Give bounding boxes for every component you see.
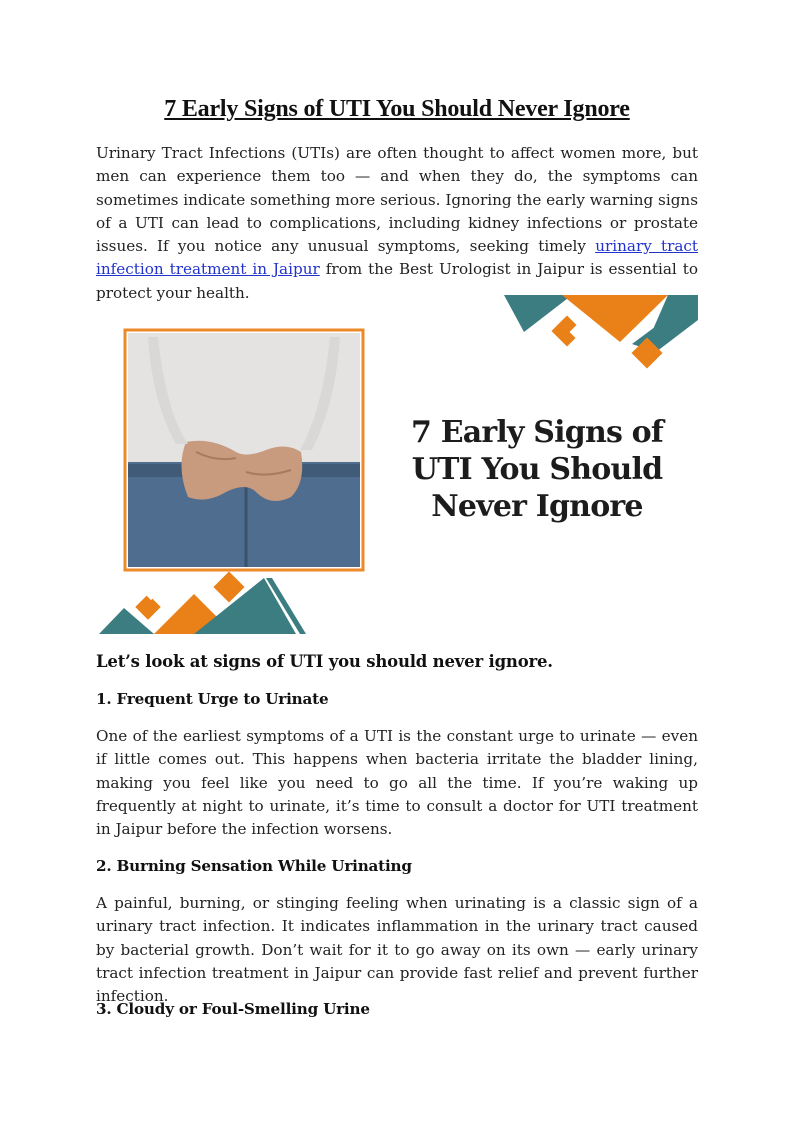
section-1-text: One of the earliest symptoms of a UTI is the constant urge to urinate — even if little comes out. This happens when bacteria irritate the bladder lining, making you feel like you need to go all the time. If you’re waking up frequently at night to urinate, it’s time to consult a doctor for UTI treatment in Jaipur before the infection worsens. (96, 727, 698, 839)
teal-mountain-bottom (194, 578, 296, 634)
intro-paragraph (96, 142, 698, 305)
banner-title: 7 Early Signs of UTI You Should Never Ignore (411, 415, 663, 524)
section-2-text: A painful, burning, or stinging feeling when urinating is a classic sign of a urinary tract infection. It indicates inflammation in the urinary tract caused by bacterial growth. Don’t wait for it to go away on its own — early urinary tract infection treatment in Jaipur can provide fast relief and prevent further infection. (96, 894, 698, 1006)
man-photo-illustration (128, 333, 360, 567)
section-2-heading: 2. Burning Sensation While Urinating (96, 857, 412, 875)
intro-text-after-link: from the Best Urologist in Jaipur is essential to protect your health. (96, 260, 698, 302)
signs-lead-heading: Let’s look at signs of UTI you should never ignore. (96, 652, 553, 671)
section-1-heading: 1. Frequent Urge to Urinate (96, 690, 329, 708)
orange-square-bottom-small (135, 594, 160, 619)
intro-text-before-link: Urinary Tract Infections (UTIs) are often thought to affect women more, but men can experience them too — and when they do, the symptoms can sometimes indicate something more serious. Ignoring the early warning signs of a UTI can lead to complications, including kidney infections or prostate issues. If you notice any unusual symptoms, seeking timely (96, 144, 698, 256)
article-banner (96, 292, 698, 637)
page-title: 7 Early Signs of UTI You Should Never Ignore (164, 96, 630, 122)
uti-treatment-link[interactable]: urinary tract infection treatment in Jaipur (96, 237, 698, 279)
section-3-heading: 3. Cloudy or Foul-Smelling Urine (96, 1000, 370, 1018)
